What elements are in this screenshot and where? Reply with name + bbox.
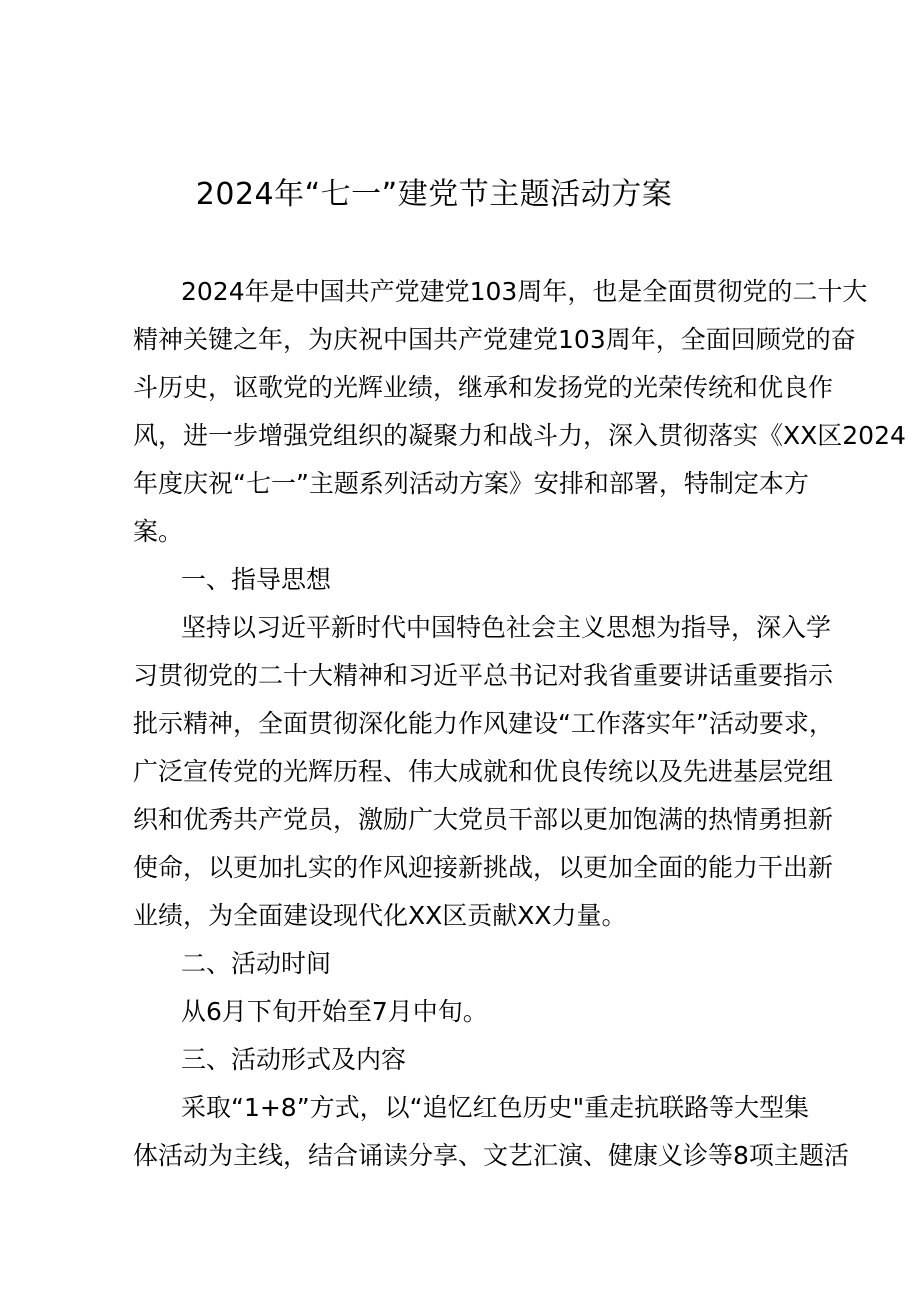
section-heading: 一、指导思想 xyxy=(181,565,332,594)
paragraph-line: 风，进一步增强党组织的凝聚力和战斗力，深入贯彻落实《XX区2024 xyxy=(133,421,906,450)
paragraph-line: 坚持以习近平新时代中国特色社会主义思想为指导，深入学 xyxy=(181,613,832,642)
paragraph-line: 使命，以更加扎实的作风迎接新挑战，以更加全面的能力干出新 xyxy=(133,853,834,882)
paragraph-line: 2024年是中国共产党建党103周年，也是全面贯彻党的二十大 xyxy=(181,277,868,306)
document-body xyxy=(133,268,906,1180)
paragraph-line: 批示精神，全面贯彻深化能力作风建设“工作落实年”活动要求， xyxy=(133,709,834,738)
section-heading: 二、活动时间 xyxy=(181,949,332,978)
paragraph-line: 广泛宣传党的光辉历程、伟大成就和优良传统以及先进基层党组 xyxy=(133,757,834,786)
section-heading: 三、活动形式及内容 xyxy=(181,1045,407,1074)
paragraph-line: 织和优秀共产党员，激励广大党员干部以更加饱满的热情勇担新 xyxy=(133,805,834,834)
paragraph-line: 习贯彻党的二十大精神和习近平总书记对我省重要讲话重要指示 xyxy=(133,661,834,690)
document-title: 2024年“七一”建党节主题活动方案 xyxy=(195,177,673,212)
paragraph-line: 斗历史，讴歌党的光辉业绩，继承和发扬党的光荣传统和优良作 xyxy=(133,373,834,402)
paragraph-line: 从6月下旬开始至7月中旬。 xyxy=(181,997,488,1026)
paragraph-line: 精神关键之年，为庆祝中国共产党建党103周年，全面回顾党的奋 xyxy=(133,325,856,354)
paragraph-line: 采取“1+8”方式，以“追忆红色历史"重走抗联路等大型集 xyxy=(181,1093,810,1122)
paragraph-line: 年度庆祝“七一”主题系列活动方案》安排和部署，特制定本方 xyxy=(133,469,809,498)
paragraph-line: 体活动为主线，结合诵读分享、文艺汇演、健康义诊等8项主题活 xyxy=(133,1141,849,1170)
paragraph-line: 案。 xyxy=(133,517,184,546)
paragraph-line: 业绩，为全面建设现代化XX区贡献XX力量。 xyxy=(133,901,627,930)
